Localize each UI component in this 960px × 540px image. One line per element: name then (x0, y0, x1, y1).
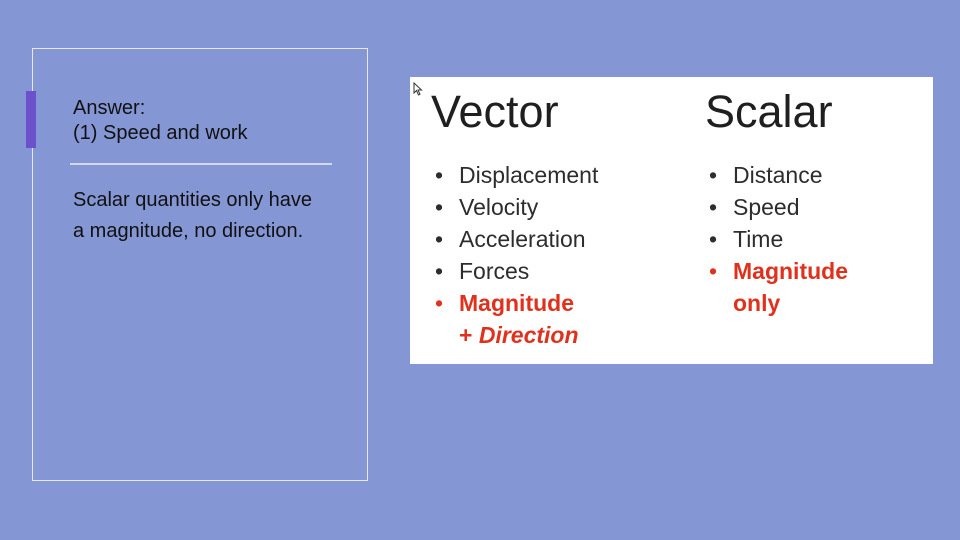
list-item (431, 191, 598, 223)
scalar-highlight-line-2: only (733, 290, 781, 316)
scalar-highlight-item (705, 255, 848, 319)
bullet: • (709, 258, 718, 284)
list-item (705, 159, 848, 191)
bullet: • (709, 162, 718, 188)
title-accent-bar (26, 91, 36, 148)
scalar-list (705, 159, 848, 319)
explanation-text: Scalar quantities only have a magnitude, no direction. (73, 189, 313, 242)
vector-item-forces: Forces (459, 258, 530, 284)
vector-item-displacement: Displacement (459, 162, 599, 188)
bullet: • (435, 162, 444, 188)
vector-heading: Vector (431, 86, 559, 137)
scalar-column (705, 85, 848, 319)
title-line-1: Answer: (73, 97, 146, 119)
vector-scalar-comparison-image (410, 77, 933, 364)
vector-highlight-line-2 (459, 319, 598, 351)
scalar-highlight-line-1: Magnitude (733, 258, 848, 284)
vector-highlight-prefix: + (459, 322, 479, 348)
bullet: • (435, 258, 444, 284)
title-divider (70, 163, 332, 165)
vector-item-velocity: Velocity (459, 194, 539, 220)
vector-highlight-item (431, 287, 598, 351)
bullet: • (435, 290, 444, 316)
slide-title (73, 96, 363, 146)
scalar-item-distance: Distance (733, 162, 823, 188)
scalar-heading: Scalar (705, 86, 833, 137)
vector-highlight-direction: Direction (478, 322, 579, 348)
vector-list (431, 159, 598, 351)
bullet: • (709, 194, 718, 220)
list-item (431, 159, 598, 191)
vector-item-acceleration: Acceleration (459, 226, 586, 252)
vector-column (431, 85, 598, 351)
bullet: • (709, 226, 718, 252)
bullet: • (435, 226, 444, 252)
vector-highlight-line-1: Magnitude (459, 290, 574, 316)
list-item (431, 255, 598, 287)
list-item (705, 191, 848, 223)
list-item (431, 223, 598, 255)
scalar-item-speed: Speed (733, 194, 800, 220)
title-line-2: (1) Speed and work (73, 122, 248, 144)
list-item (705, 223, 848, 255)
bullet: • (435, 194, 444, 220)
scalar-item-time: Time (733, 226, 784, 252)
mouse-pointer-icon (413, 82, 423, 96)
